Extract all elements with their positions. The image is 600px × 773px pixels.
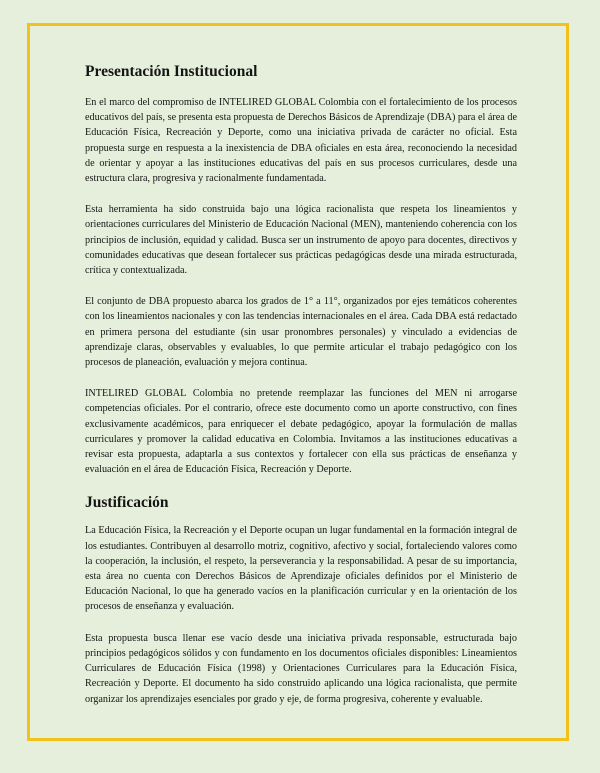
paragraph: El conjunto de DBA propuesto abarca los grados de 1° a 11°, organizados por ejes temáticos coherentes con los lineamientos nacionales y con las tendencias internacionales en el área. Cada DBA está redactado en primera persona del estudiante (sin usar pronombres personales) y vinculado a evidencias de aprendizaje claras, observables y evaluables, lo que permite articular el trabajo pedagógico con los procesos de planeación, evaluación y mejora continua. bbox=[85, 296, 517, 369]
paragraph: INTELIRED GLOBAL Colombia no pretende reemplazar las funciones del MEN ni arrogarse competencias oficiales. Por el contrario, ofrece este documento como un aporte constructivo, con fines exclusivamente académicos, para enriquecer el debate pedagógico, apoyar la formulación de mallas curriculares y promover la calidad educativa en Colombia. Invitamos a las instituciones educativas a revisar esta propuesta, adaptarla a sus contextos y fortalecer con ella sus prácticas de enseñanza y evaluación en el área de Educación Física, Recreación y Deporte. bbox=[85, 388, 517, 476]
paragraph: En el marco del compromiso de INTELIRED GLOBAL Colombia con el fortalecimiento de los procesos educativos del país, se presenta esta propuesta de Derechos Básicos de Aprendizaje (DBA) para el área de Educación Física, Recreación y Deporte, como una iniciativa privada de carácter no oficial. Esta propuesta surge en respuesta a la inexistencia de DBA oficiales en esta área, reconociendo la necesidad de orientar y apoyar a las instituciones educativas del país en sus procesos curriculares, desde una estructura clara, progresiva y racionalmente fundamentada. bbox=[85, 97, 517, 185]
section-heading-presentacion: Presentación Institucional bbox=[85, 63, 258, 80]
section-heading-justificacion: Justificación bbox=[85, 494, 169, 512]
document-content bbox=[85, 62, 517, 723]
paragraph: Esta propuesta busca llenar ese vacío desde una iniciativa privada responsable, estructurada bajo principios pedagógicos sólidos y con fundamento en los documentos oficiales disponibles: Lineamientos Curriculares de Educación Física (1998) y Orientaciones Curriculares para la Educación Física, Recreación y Deporte. El documento ha sido construido aplicando una lógica racionalista, que permite organizar los aprendizajes esenciales por grado y eje, de forma progresiva, coherente y evaluable. bbox=[85, 632, 517, 705]
paragraph: La Educación Física, la Recreación y el Deporte ocupan un lugar fundamental en la formación integral de los estudiantes. Contribuyen al desarrollo motriz, cognitivo, afectivo y social, fortaleciendo valores como la cooperación, la inclusión, el respeto, la perseverancia y la responsabilidad. A pesar de su importancia, esta área no cuenta con Derechos Básicos de Aprendizaje oficiales definidos por el Ministerio de Educación Nacional, lo que ha generado vacíos en la planificación curricular y en la orientación de los procesos de enseñanza y evaluación. bbox=[85, 525, 517, 613]
paragraph: Esta herramienta ha sido construida bajo una lógica racionalista que respeta los lineamientos y orientaciones curriculares del Ministerio de Educación Nacional (MEN), manteniendo coherencia con los principios de inclusión, equidad y calidad. Busca ser un instrumento de apoyo para docentes, directivos y comunidades educativas que desean fortalecer sus prácticas pedagógicas desde una mirada estructurada, crítica y contextualizada. bbox=[85, 204, 517, 277]
